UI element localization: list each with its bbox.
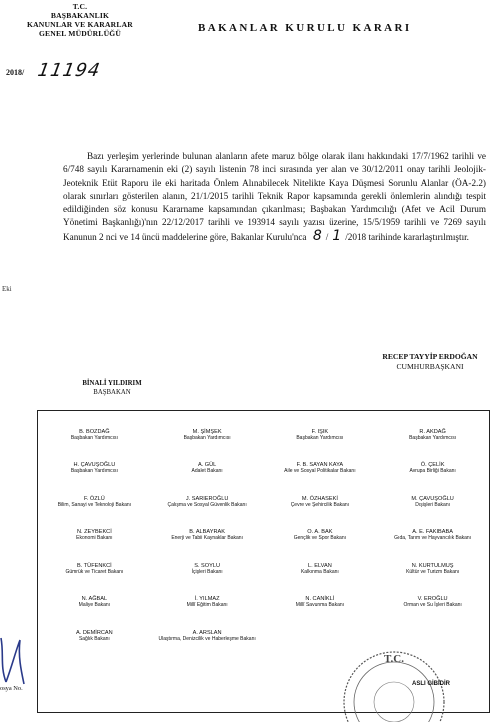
president-name: RECEP TAYYİP ERDOĞAN xyxy=(382,352,478,361)
minister-title: Başbakan Yardımcısı xyxy=(296,435,344,441)
minister-name: M. ÇAVUŞOĞLU xyxy=(411,495,454,502)
minister-name: F. B. SAYAN KAYA xyxy=(296,462,344,469)
svg-text:T.C.: T.C. xyxy=(384,653,404,665)
body-text-part2: /2018 tarihinde kararlaştırılmıştır. xyxy=(345,231,469,242)
minister-title: Ekonomi Bakanı xyxy=(76,535,113,542)
minister-title: Çalışma ve Sosyal Güvenlik Bakanı xyxy=(167,501,247,508)
minister-title: Gıda, Tarım ve Hayvancılık Bakanı xyxy=(394,535,472,542)
minister-name: A. E. FAKIBABA xyxy=(412,529,453,536)
document-title: BAKANLAR KURULU KARARI xyxy=(198,22,412,34)
authority-line: BAŞBAKANLIK xyxy=(50,11,110,20)
minister-signature-cell xyxy=(151,545,264,578)
minister-signature-cell xyxy=(151,478,264,511)
minister-name: N. KURTULMUŞ xyxy=(411,562,454,569)
minister-title: Ulaştırma, Denizcilik ve Haberleşme Bakanı xyxy=(158,635,256,642)
minister-name: A. DEMİRCAN xyxy=(76,629,113,636)
minister-name: M. ÖZHASEKİ xyxy=(301,495,338,502)
minister-name: Ö. ÇELİK xyxy=(420,462,445,469)
minister-title: Başbakan Yardımcısı xyxy=(183,435,231,441)
minister-title: Millî Savunma Bakanı xyxy=(295,602,345,609)
minister-signature-cell xyxy=(38,612,151,645)
minister-title: Maliye Bakanı xyxy=(78,602,111,609)
minister-name: O. A. BAK xyxy=(307,529,333,536)
minister-title: Çevre ve Şehircilik Bakanı xyxy=(290,501,350,508)
minister-name: A. GÜL xyxy=(197,462,217,469)
copy-number-label: osya No. xyxy=(0,685,23,692)
minister-signature-cell xyxy=(264,444,377,477)
minister-signature-cell xyxy=(38,511,151,544)
minister-name: S. SOYLU xyxy=(194,562,221,569)
minister-title: İçişleri Bakanı xyxy=(191,568,223,575)
minister-signature-cell xyxy=(376,511,489,544)
minister-title: Bilim, Sanayi ve Teknoloji Bakanı xyxy=(57,501,132,508)
certified-copy-label: ASLI GİBİDİR xyxy=(412,681,451,687)
minister-name: J. SARIEROĞLU xyxy=(185,495,229,502)
minister-name: B. BOZDAĞ xyxy=(79,429,110,435)
minister-signature-cell xyxy=(151,411,264,444)
minister-title: Avrupa Birliği Bakanı xyxy=(409,468,456,475)
minister-signature-cell xyxy=(264,511,377,544)
handwritten-mark-icon xyxy=(0,636,26,686)
decision-body: Bazı yerleşim yerlerinde bulunan alanların afete maruz bölge olarak ilanı hakkındaki 17/7/1962 tarihli ve 6/748 sayılı Kararnamenin eki (2) sayılı listenin 78 inci sırasında yer alan ve 30/12/2011 onay tarihli Jeolojik-Jeoteknik Etüt Raporu ile eki haritada Önlem Alınabilecek Nitelikte Kaya Düşmesi Sorunlu Alanlar (ÖA-2.2) olarak sınırları gösterilen alanın, 21/1/2015 tarihli Teknik Rapor kapsamında gerekli önlemlerin alındığı tespit edildiğinden söz konusu Kararname kapsamından çıkarılması; Başbakan Yardımcılığı (Afet ve Acil Durum Yönetimi Başkanlığı)'nın 22/12/2017 tarihli ve 193914 sayılı yazısı üzerine, 15/5/1959 tarihli ve 7269 sayılı Kanunun 2 nci ve 14 üncü maddelerine göre, Bakanlar Kurulu'nca 8 / 1 /2018 tarihinde kararlaştırılmıştır. xyxy=(63,151,486,244)
minister-name: H. ÇAVUŞOĞLU xyxy=(73,462,116,469)
minister-signature-cell xyxy=(38,411,151,444)
minister-signature-cell xyxy=(38,478,151,511)
minister-signature-cell xyxy=(38,545,151,578)
minister-title: Orman ve Su İşleri Bakanı xyxy=(403,602,462,609)
margin-eki: Eki xyxy=(2,285,12,293)
minister-title: Gümrük ve Ticaret Bakanı xyxy=(65,568,124,575)
decision-number-handwritten: 11194 xyxy=(36,60,103,81)
official-seal-icon xyxy=(318,632,458,722)
minister-signature-cell xyxy=(376,578,489,611)
prime-minister-name: BİNALİ YILDIRIM xyxy=(82,380,142,387)
decision-number-prefix: 2018/ xyxy=(6,68,25,77)
authority-line: T.C. xyxy=(72,2,88,11)
minister-name: R. AKDAĞ xyxy=(419,429,446,435)
minister-name: A. ARSLAN xyxy=(192,629,222,636)
minister-title: Kalkınma Bakanı xyxy=(300,568,339,575)
minister-name: B. TÜFENKCİ xyxy=(77,562,112,569)
minister-name: İ. YILMAZ xyxy=(194,596,220,603)
minister-name: M. ŞİMŞEK xyxy=(192,429,222,435)
minister-title: Başbakan Yardımcısı xyxy=(409,435,457,441)
minister-signature-cell xyxy=(376,411,489,444)
minister-name: F. IŞIK xyxy=(311,429,329,435)
minister-title: Kültür ve Turizm Bakanı xyxy=(406,568,460,575)
president-signature xyxy=(360,352,499,372)
minister-title: Adalet Bakanı xyxy=(191,468,223,475)
body-text-part1: Bazı yerleşim yerlerinde bulunan alanların afete maruz bölge olarak ilanı hakkındaki 17/7/1962 tarihli ve 6/748 sayılı Kararnamenin eki (2) sayılı listenin 78 inci sırasında yer alan ve 30/12/2011 onay tarihli Jeolojik-Jeoteknik Etüt Raporu ile eki haritada Önlem Alınabilecek Nitelikte Kaya Düşmesi Sorunlu Alanlar (ÖA-2.2) olarak sınırları gösterilen alanın, 21/1/2015 tarihli Teknik Rapor kapsamında gerekli önlemlerin alındığı tespit edildiğinden söz konusu Kararname kapsamından çıkarılması; Başbakan Yardımcılığı (Afet ve Acil Durum Yönetimi Başkanlığı)'nın 22/12/2017 tarihli ve 193914 sayılı yazısı üzerine, 15/5/1959 tarihli ve 7269 sayılı Kanunun 2 nci ve 14 üncü maddelerine göre, Bakanlar Kurulu'nca xyxy=(63,151,486,242)
minister-signature-cell xyxy=(38,578,151,611)
minister-signature-cell xyxy=(151,578,264,611)
minister-name: B. ALBAYRAK xyxy=(189,529,225,536)
issuing-authority xyxy=(5,2,155,38)
minister-title: Aile ve Sosyal Politikalar Bakanı xyxy=(284,468,356,475)
minister-signature-cell xyxy=(151,444,264,477)
minister-name: N. ZEYBEKCİ xyxy=(76,529,112,536)
authority-line: KANUNLAR VE KARARLAR xyxy=(27,20,133,29)
minister-signature-cell xyxy=(264,578,377,611)
minister-signature-cell xyxy=(376,545,489,578)
minister-title: Enerji ve Tabii Kaynaklar Bakanı xyxy=(171,535,243,542)
minister-signature-cell xyxy=(376,478,489,511)
prime-minister-title: BAŞBAKAN xyxy=(93,388,131,396)
minister-signature-cell xyxy=(376,444,489,477)
minister-signature-cell xyxy=(264,411,377,444)
minister-title: Millî Eğitim Bakanı xyxy=(186,602,228,609)
minister-name: F. ÖZLÜ xyxy=(83,495,105,502)
minister-signature-cell xyxy=(264,545,377,578)
president-title: CUMHURBAŞKANI xyxy=(396,362,464,371)
prime-minister-signature xyxy=(72,380,152,397)
minister-signature-cell xyxy=(38,444,151,477)
handwritten-day: 8 xyxy=(312,227,322,244)
minister-name: V. EROĞLU xyxy=(417,596,448,603)
minister-signature-cell xyxy=(151,612,264,645)
minister-name: N. AĞBAL xyxy=(81,596,108,603)
minister-title: Başbakan Yardımcısı xyxy=(70,435,118,441)
minister-name: L. ELVAN xyxy=(308,562,332,569)
minister-name: N. CANİKLİ xyxy=(305,596,335,603)
minister-title: Sağlık Bakanı xyxy=(78,635,110,642)
minister-title: Dışişleri Bakanı xyxy=(415,501,450,508)
minister-title: Başbakan Yardımcısı xyxy=(70,468,118,475)
minister-signature-cell xyxy=(264,478,377,511)
handwritten-month: 1 xyxy=(332,227,342,244)
authority-line: GENEL MÜDÜRLÜĞÜ xyxy=(38,29,122,38)
minister-title: Gençlik ve Spor Bakanı xyxy=(293,535,346,542)
minister-signature-cell xyxy=(151,511,264,544)
